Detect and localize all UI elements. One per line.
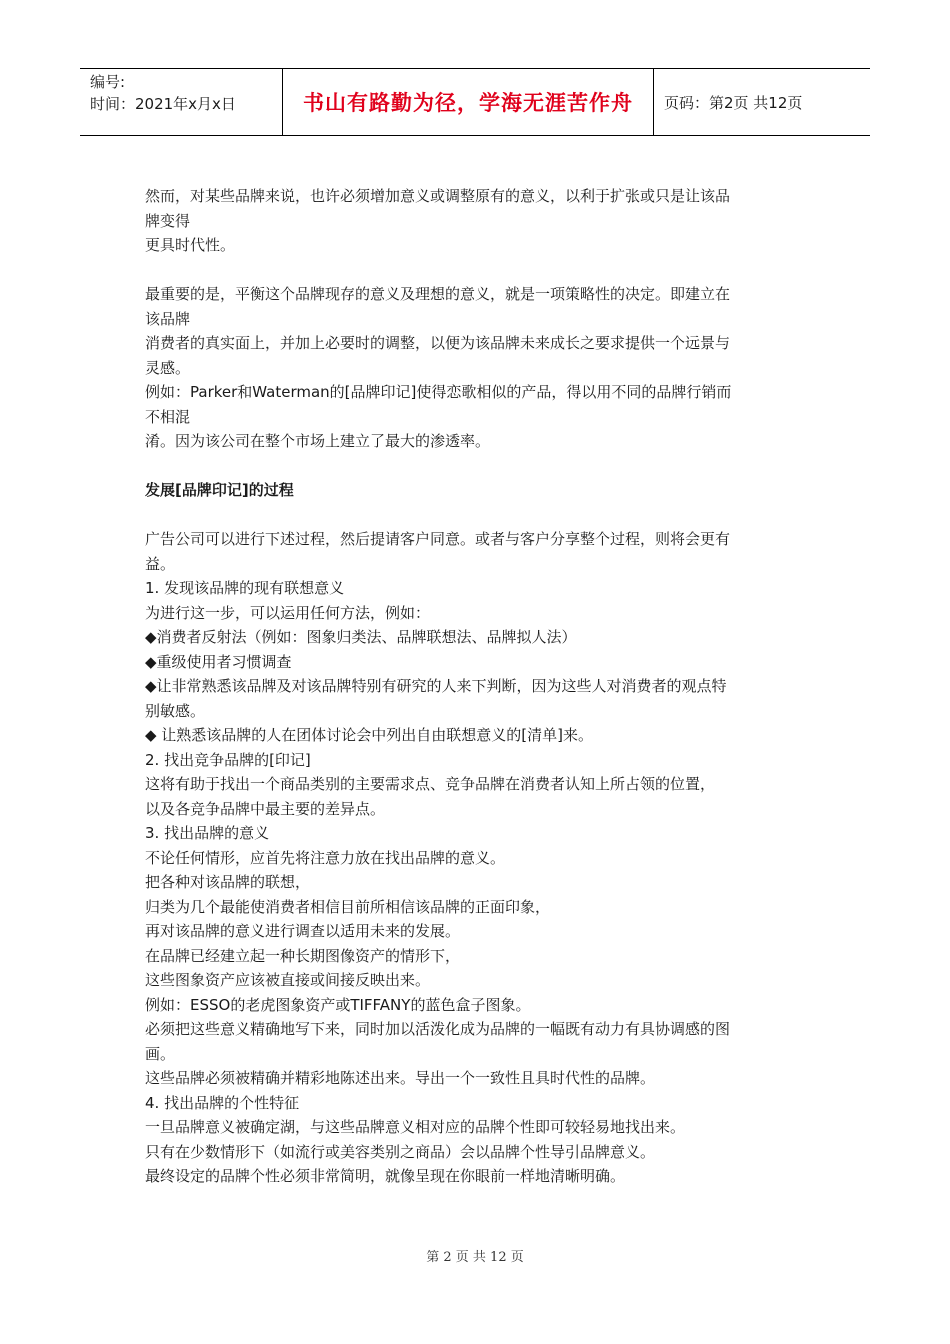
text-line: ◆让非常熟悉该品牌及对该品牌特别有研究的人来下判断，因为这些人对消费者的观点特	[145, 677, 727, 695]
text-line: 广告公司可以进行下述过程，然后提请客户同意。或者与客户分享整个过程，则将会更有	[145, 530, 731, 548]
text-line: 这些品牌必须被精确并精彩地陈述出来。导出一个一致性且具时代性的品牌。	[145, 1069, 656, 1087]
number-label: 编号:	[90, 73, 126, 91]
text-line: 别敏感。	[145, 701, 206, 720]
blank-line	[145, 454, 805, 479]
text-line: 画。	[145, 1044, 176, 1063]
text-line: 不相混	[145, 407, 191, 426]
text-line: 只有在少数情形下（如流行或美容类别之商品）会以品牌个性导引品牌意义。	[145, 1142, 656, 1161]
text-line: 再对该品牌的意义进行调查以适用未来的发展。	[145, 922, 461, 940]
document-body	[145, 184, 805, 1189]
text-line: 4. 找出品牌的个性特征	[145, 1093, 300, 1112]
text-line: 必须把这些意义精确地写下来，同时加以活泼化成为品牌的一幅既有动力有具协调感的图	[145, 1020, 731, 1038]
text-line: 灵感。	[145, 358, 191, 377]
blank-line	[145, 503, 805, 528]
text-line: ◆ 让熟悉该品牌的人在团体讨论会中列出自由联想意义的[清单]来。	[145, 726, 594, 744]
text-line: 这些图象资产应该被直接或间接反映出来。	[145, 971, 431, 989]
body-section-1	[145, 184, 805, 478]
text-line: ◆重级使用者习惯调查	[145, 652, 292, 671]
text-line: 淆。因为该公司在整个市场上建立了最大的渗透率。	[145, 432, 491, 450]
text-line: 3. 找出品牌的意义	[145, 824, 270, 842]
text-line: 把各种对该品牌的联想，	[145, 873, 311, 891]
section-heading: 发展[品牌印记]的过程	[145, 481, 294, 499]
blank-line	[145, 258, 805, 283]
text-line: 一旦品牌意义被确定湖，与这些品牌意义相对应的品牌个性即可较轻易地找出来。	[145, 1118, 686, 1136]
page-footer: 第 2 页 共 12 页	[426, 1250, 524, 1265]
text-line: 益。	[145, 554, 176, 573]
text-line: 1. 发现该品牌的现有联想意义	[145, 579, 345, 597]
header-meta	[80, 69, 283, 135]
text-line: 不论任何情形，应首先将注意力放在找出品牌的意义。	[145, 848, 506, 867]
text-line: 更具时代性。	[145, 236, 236, 254]
text-line: 最终设定的品牌个性必须非常简明，就像呈现在你眼前一样地清晰明确。	[145, 1167, 626, 1185]
text-line: 例如：ESSO的老虎图象资产或TIFFANY的蓝色盒子图象。	[145, 995, 531, 1014]
text-line: 在品牌已经建立起一种长期图像资产的情形下，	[145, 946, 461, 965]
header-page-info: 页码：第2页 共12页	[664, 93, 803, 112]
text-line: 这将有助于找出一个商品类别的主要需求点、竞争品牌在消费者认知上所占领的位置，	[145, 775, 716, 793]
header-motto: 书山有路勤为径，学海无涯苦作舟	[283, 69, 654, 135]
text-line: 以及各竞争品牌中最主要的差异点。	[145, 799, 386, 818]
text-line: 然而，对某些品牌来说，也许必须增加意义或调整原有的意义，以利于扩张或只是让该品	[145, 187, 731, 205]
text-line: 牌变得	[145, 211, 191, 230]
text-line: 最重要的是，平衡这个品牌现存的意义及理想的意义，就是一项策略性的决定。即建立在	[145, 285, 731, 303]
text-line: ◆消费者反射法（例如：图象归类法、品牌联想法、品牌拟人法）	[145, 628, 577, 646]
text-line: 例如：Parker和Waterman的[品牌印记]使得恋歌相似的产品，得以用不同的品牌行销而	[145, 383, 732, 401]
body-section-2	[145, 503, 805, 1189]
time-label: 时间：2021年x月x日	[90, 95, 236, 113]
text-line: 归类为几个最能使消费者相信目前所相信该品牌的正面印象，	[145, 897, 551, 916]
text-line: 消费者的真实面上，并加上必要时的调整，以便为该品牌未来成长之要求提供一个远景与	[145, 334, 731, 352]
text-line: 2. 找出竞争品牌的[印记]	[145, 750, 311, 769]
text-line: 该品牌	[145, 309, 191, 328]
page-header	[80, 68, 870, 136]
text-line: 为进行这一步，可以运用任何方法，例如：	[145, 603, 431, 622]
